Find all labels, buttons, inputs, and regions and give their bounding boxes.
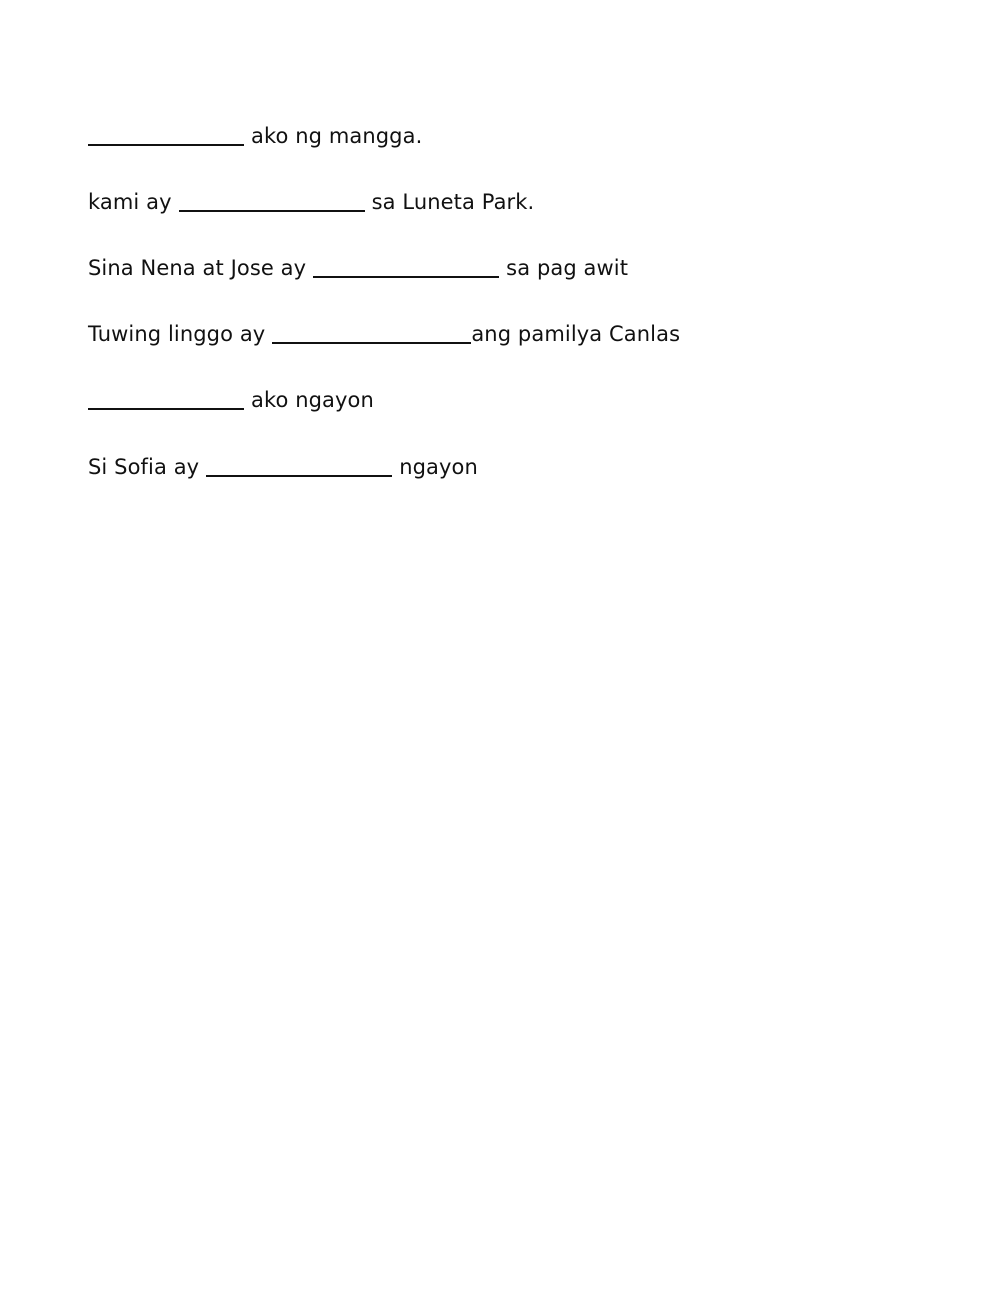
answer-blank-1[interactable] bbox=[88, 144, 244, 146]
sentence-5-after: ako ngayon bbox=[251, 388, 374, 412]
sentence-6-before: Si Sofia ay bbox=[88, 455, 200, 479]
sentence-4-before: Tuwing linggo ay bbox=[88, 322, 266, 346]
sentence-5 bbox=[88, 385, 374, 415]
sentence-2-after: sa Luneta Park. bbox=[371, 190, 535, 214]
sentence-6 bbox=[88, 452, 478, 482]
sentence-2 bbox=[88, 187, 534, 217]
sentence-4-after: ang pamilya Canlas bbox=[471, 322, 681, 346]
answer-blank-5[interactable] bbox=[88, 408, 244, 410]
answer-blank-6[interactable] bbox=[206, 475, 392, 477]
sentence-4 bbox=[88, 319, 680, 349]
answer-blank-4[interactable] bbox=[272, 342, 471, 344]
sentence-2-before: kami ay bbox=[88, 190, 172, 214]
sentence-1-after: ako ng mangga. bbox=[251, 124, 423, 148]
answer-blank-3[interactable] bbox=[313, 276, 499, 278]
sentence-6-after: ngayon bbox=[399, 455, 478, 479]
sentence-1 bbox=[88, 121, 422, 151]
sentence-3-before: Sina Nena at Jose ay bbox=[88, 256, 307, 280]
sentence-3 bbox=[88, 253, 628, 283]
answer-blank-2[interactable] bbox=[179, 210, 365, 212]
sentence-3-after: sa pag awit bbox=[506, 256, 629, 280]
